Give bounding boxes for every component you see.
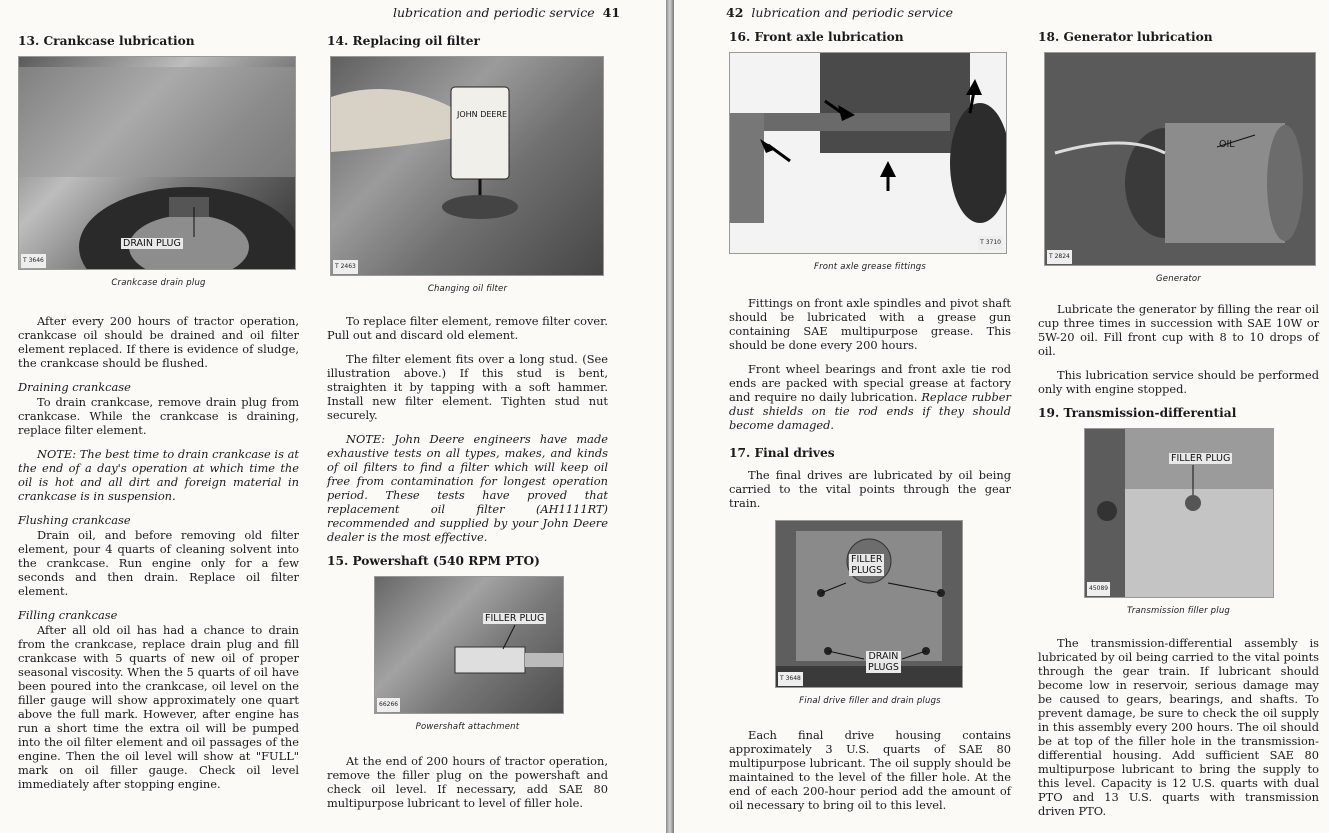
photo-tag: T 2824: [1047, 250, 1072, 264]
running-head-right: [726, 5, 953, 20]
left-column-1: [18, 34, 299, 801]
paragraph: The filter element fits over a long stud. (See illustration above.) If this stud is bent, straighten it by tapping with a soft hammer. Install new filter element. Tighten stud nut securely.: [327, 352, 608, 422]
paragraph: Fittings on front axle spindles and pivot shaft should be lubricated with a grease gun containing SAE multipurpose grease. This should be done every 200 hours.: [729, 296, 1012, 352]
photo-tag: T 3710: [978, 236, 1003, 250]
paragraph: Each final drive housing contains approximately 3 U.S. quarts of SAE 80 multipurpose lubricant. The oil supply should be maintained to the level of the filler hole. At the end of each 200-hour period add the amount of oil necessary to bring oil to this level.: [729, 728, 1011, 812]
paragraph: To drain crankcase, remove drain plug from crankcase. While the crankcase is draining, replace filter element.: [18, 395, 299, 437]
filter-brand-label: JOHN DEERE: [457, 110, 508, 119]
label-line: PLUGS: [851, 565, 883, 576]
page-number: 42: [726, 5, 744, 20]
section-heading-crankcase: 13. Crankcase lubrication: [18, 34, 195, 48]
paragraph: After every 200 hours of tractor operation, crankcase oil should be drained and oil filter element replaced. If there is evidence of sludge, the crankcase should be flushed.: [18, 314, 299, 370]
front-axle-illustration: [730, 53, 1006, 253]
right-column-2: [1038, 30, 1319, 828]
note-paragraph: NOTE: The best time to drain crankcase is at the end of a day's operation at which time the oil is hot and all dirt and foreign material in crankcase is in suspension.: [18, 447, 299, 503]
filler-plugs-label: [849, 554, 884, 576]
paragraph: Lubricate the generator by filling the rear oil cup three times in succession with SAE 10W or 5W-20 oil. Fill front cup with 8 to 10 drops of oil.: [1038, 302, 1319, 358]
subheading-flushing: Flushing crankcase: [18, 513, 131, 527]
label-line: FILLER: [851, 554, 883, 565]
drain-plugs-label: [866, 651, 901, 673]
section-heading-oil-filter: 14. Replacing oil filter: [327, 34, 480, 48]
running-head-left: [393, 5, 620, 20]
subheading-filling: Filling crankcase: [18, 608, 118, 622]
final-drive-photo: [775, 520, 963, 688]
right-column-1: [729, 30, 1011, 822]
drain-plug-label: DRAIN PLUG: [123, 238, 181, 249]
photo-tag: 45089: [1087, 582, 1110, 596]
generator-illustration: [1045, 53, 1315, 265]
paragraph: At the end of 200 hours of tractor operation, remove the filler plug on the powershaft and check oil level. If necessary, add SAE 80 multipurpose lubricant to level of filler hole.: [327, 754, 608, 810]
photo-tag: T 3646: [21, 254, 46, 268]
label-line: PLUGS: [868, 662, 899, 673]
page-number: 41: [602, 5, 621, 20]
figure-caption: Crankcase drain plug: [111, 278, 206, 288]
paragraph: After all old oil has had a chance to drain from the crankcase, replace drain plug and fill crankcase with 5 quarts of new oil of proper seasonal viscosity. When the 5 quarts of oil have been poured into the crankcase, oil level on the filler gauge will show approximately one quart above the full mark. However, after engine has run a short time the extra oil will be pumped into the oil filter element and oil passages of the engine. Then the oil level will show at "FULL" mark on oil filler gauge. Check oil level immediately after stopping engine.: [18, 623, 299, 791]
paragraph-italic-text: Replace rubber dust shields on tie rod ends if they should become damaged.: [729, 390, 1011, 432]
photo-tag: T 2463: [333, 260, 358, 274]
section-heading-generator: 18. Generator lubrication: [1038, 30, 1213, 44]
figure-caption: Changing oil filter: [427, 284, 508, 294]
section-heading-front-axle: 16. Front axle lubrication: [729, 30, 904, 44]
running-head-text: lubrication and periodic service: [751, 5, 954, 20]
paragraph: The final drives are lubricated by oil being carried to the vital points through the gear train.: [729, 468, 1011, 510]
right-page: [674, 0, 1329, 833]
powershaft-photo: [374, 576, 564, 714]
paragraph: The transmission-differential assembly is lubricated by oil being carried to the vital points through the gear train. If lubricant should become low in reservoir, serious damage may be caused to gears, bearings, and shafts. To prevent damage, be sure to check the oil supply in this assembly every 200 hours. The oil should be at top of the filler hole in the transmission-differential housing. Add sufficient SAE 80 multipurpose lubricant to bring the supply to this level. Capacity is 12 U.S. quarts with dual PTO and 13 U.S. quarts with transmission driven PTO.: [1038, 636, 1319, 818]
figure-caption: Generator: [1156, 274, 1201, 284]
transmission-photo: [1084, 428, 1274, 598]
paragraph-text: Front wheel bearings and front axle tie rod ends are packed with special grease at factory and require no daily lubrication.: [729, 362, 1011, 404]
paragraph: Drain oil, and before removing old filter element, pour 4 quarts of cleaning solvent into the crankcase. Run engine only for a few seconds and then drain. Replace oil filter element.: [18, 528, 299, 598]
filler-plug-label: FILLER PLUG: [1171, 453, 1231, 464]
figure-caption: Final drive filler and drain plugs: [799, 696, 941, 706]
photo-tag: T 3648: [778, 672, 803, 686]
front-axle-photo: [729, 52, 1007, 254]
running-head-text: lubrication and periodic service: [393, 5, 595, 20]
oil-filter-photo: [330, 56, 604, 276]
left-column-2: [327, 34, 608, 820]
figure-caption: Transmission filler plug: [1126, 606, 1231, 616]
paragraph-front-bearings: [729, 362, 1011, 432]
note-paragraph: NOTE: John Deere engineers have made exhaustive tests on all types, makes, and kinds of oil filters to find a filter which will keep oil free from contamination for longest operation period. These tests have proved that replacement oil filter (AH1111RT) recommended and supplied by your John Deere dealer is the most effective.: [327, 432, 608, 544]
photo-tag: 66266: [377, 698, 400, 712]
book-gutter: [666, 0, 674, 833]
filler-plug-label: FILLER PLUG: [485, 613, 545, 624]
oil-filter-illustration: [331, 57, 603, 275]
paragraph: To replace filter element, remove filter cover. Pull out and discard old element.: [327, 314, 608, 342]
generator-photo: [1044, 52, 1316, 266]
powershaft-illustration: [375, 577, 563, 713]
label-line: DRAIN: [868, 651, 899, 662]
subheading-draining: Draining crankcase: [18, 380, 131, 394]
section-heading-transmission: 19. Transmission-differential: [1038, 406, 1237, 420]
figure-caption: Front axle grease fittings: [813, 262, 927, 272]
paragraph: This lubrication service should be performed only with engine stopped.: [1038, 368, 1319, 396]
oil-label: OIL: [1219, 139, 1235, 150]
crankcase-photo: [18, 56, 296, 270]
section-heading-final-drives: 17. Final drives: [729, 446, 835, 460]
figure-caption: Powershaft attachment: [415, 722, 520, 732]
section-heading-powershaft: 15. Powershaft (540 RPM PTO): [327, 554, 540, 568]
